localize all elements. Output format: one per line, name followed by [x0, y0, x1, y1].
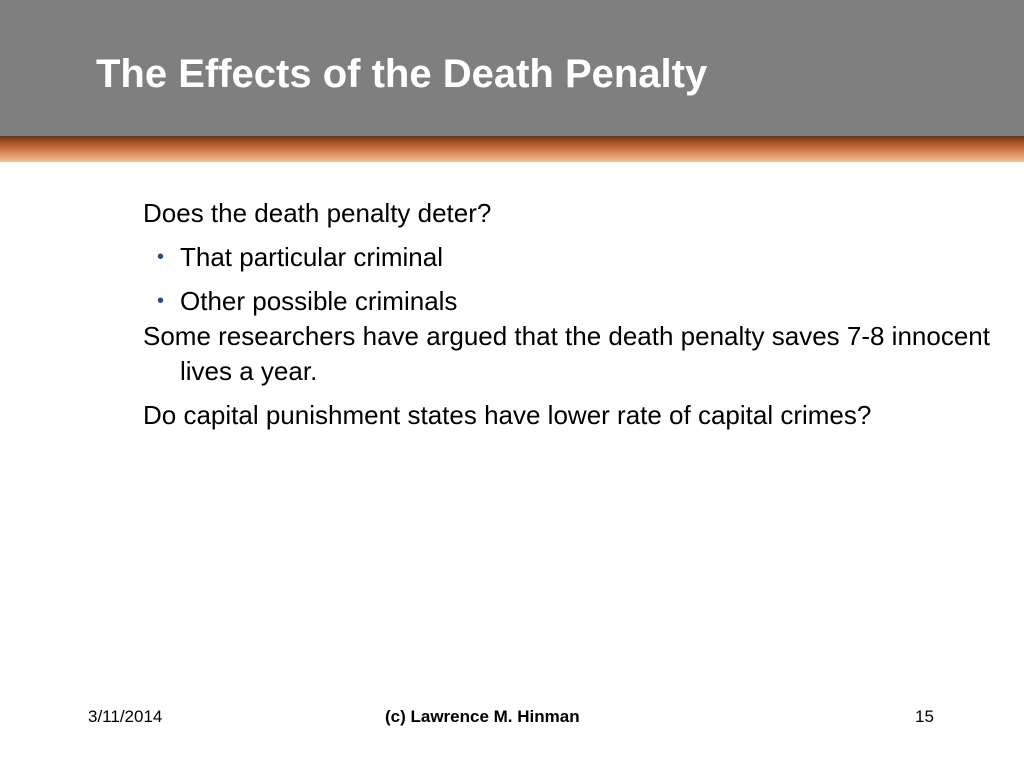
- question-text: Does the death penalty deter?: [143, 198, 492, 228]
- capital-states-paragraph: Do capital punishment states have lower rate of capital crimes?: [143, 400, 872, 430]
- bullet-item: [143, 284, 1003, 319]
- bullet-item: [143, 240, 1003, 275]
- page-number: 15: [915, 707, 934, 726]
- slide-title: The Effects of the Death Penalty: [96, 52, 708, 96]
- bullet-list: [143, 240, 1003, 319]
- bullet-dot-icon: •: [157, 290, 165, 312]
- footer-date: 3/11/2014: [88, 707, 163, 726]
- researchers-paragraph: Some researchers have argued that the death penalty saves 7-8 innocent lives a year.: [143, 321, 990, 386]
- slide-body: [143, 196, 1003, 433]
- title-bar: [0, 0, 1024, 136]
- accent-band: [0, 136, 1024, 162]
- footer-author: (c) Lawrence M. Hinman: [385, 707, 580, 726]
- bullet-dot-icon: •: [157, 246, 165, 268]
- bullet-text: Other possible criminals: [180, 286, 458, 316]
- bullet-text: That particular criminal: [180, 242, 443, 272]
